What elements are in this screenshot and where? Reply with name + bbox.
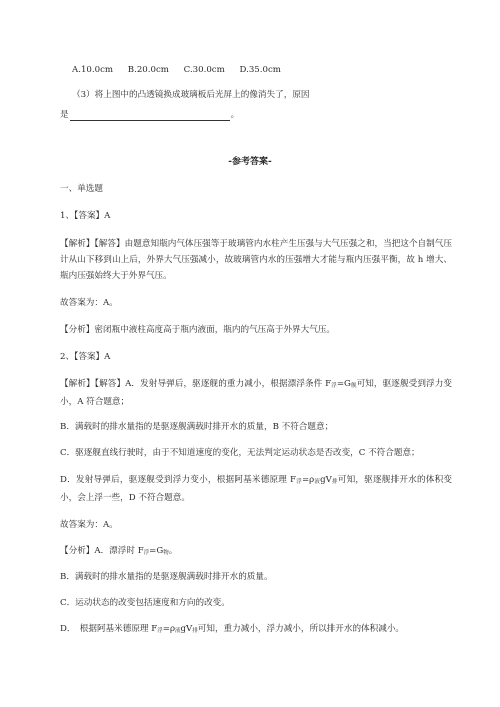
subscript: 浮 <box>331 383 337 389</box>
text: =G <box>336 379 351 389</box>
section-heading: 一、单选题 <box>60 184 103 194</box>
answer-blank[interactable] <box>70 111 230 121</box>
answer-title: -参考答案- <box>228 157 272 167</box>
q2-analysis-b: B．满载时的排水量指的是驱逐舰满载时排开水的质量，B 不符合题意； <box>60 422 334 432</box>
text: 【分析】A．漂浮时 F <box>60 546 144 556</box>
q2-choose: 故答案为：A。 <box>60 520 118 530</box>
text: gV <box>320 475 332 485</box>
q1-analysis: 【解析】【解答】由题意知瓶内气体压强等于玻璃管内水柱产生压强与大气压强之和，当把这个自制气压计从山下移到山上后，外界大气压强减小，故玻璃管内水的压强增大才能与瓶内压强平衡，故 h 增大、瓶内压强始终大于外界气压。 <box>60 239 452 281</box>
question3-suffix: 。 <box>230 110 240 120</box>
text: 。 <box>168 546 178 556</box>
text: 可知，重力减小，浮力减小，所以排开水的体积减小。 <box>197 624 405 634</box>
text: 可知，驱逐舰受到浮力变小，A 符合题意； <box>60 379 452 407</box>
subscript: 排 <box>192 628 198 634</box>
q2-analysis-c: C．驱逐舰直线行驶时，由于不知道速度的变化，无法判定运动状态是否改变，C 不符合题意； <box>60 448 420 458</box>
q2-analysis-d <box>60 472 452 506</box>
text: =ρ <box>162 624 176 634</box>
subscript: 浮 <box>296 479 302 485</box>
question3-line1: （3）将上图中的凸透镜换成玻璃板后光屏上的像消失了，原因 <box>72 90 310 100</box>
q1-choose: 故答案为：A。 <box>60 298 118 308</box>
subscript: 浮 <box>143 550 150 556</box>
q2-analysis-a <box>60 376 452 410</box>
text: =ρ <box>301 475 315 485</box>
text: 可知，驱逐舰排开水的体积变小，会上浮一些，D 不符合题意。 <box>60 475 452 503</box>
subscript: 物 <box>163 550 169 556</box>
text: 【解析】【解答】A．发射导弹后，驱逐舰的重力减小，根据漂浮条件 F <box>60 379 332 389</box>
option-b: B.20.0cm <box>127 65 169 75</box>
question3-line2 <box>60 109 239 121</box>
subscript: 舰 <box>350 383 357 389</box>
option-list <box>72 64 293 76</box>
text: =G <box>149 546 164 556</box>
q1-answer: 1、【答案】A <box>60 211 111 221</box>
option-c: C.30.0cm <box>183 65 225 75</box>
q2-note-b: B．满载时的排水量指的是驱逐舰满载时排开水的质量。 <box>60 572 273 582</box>
question3-prefix: 是 <box>60 110 69 120</box>
subscript: 浮 <box>157 628 163 634</box>
text: D．发射导弹后，驱逐舰受到浮力变小，根据阿基米德原理 F <box>60 475 297 485</box>
q2-note-d <box>60 622 452 638</box>
subscript: 液 <box>314 479 321 485</box>
text: D． 根据阿基米德原理 F <box>60 624 158 634</box>
subscript: 排 <box>331 479 338 485</box>
q2-note-c: C．运动状态的改变包括速度和方向的改变。 <box>60 598 230 608</box>
option-d: D.35.0cm <box>239 65 281 75</box>
option-a: A.10.0cm <box>72 65 114 75</box>
q2-answer: 2、【答案】A <box>60 352 111 362</box>
text: gV <box>180 624 193 634</box>
subscript: 液 <box>175 628 181 634</box>
q1-note: 【分析】密闭瓶中液柱高度高于瓶内液面，瓶内的气压高于外界大气压。 <box>60 325 336 335</box>
q2-note-a <box>60 544 452 560</box>
